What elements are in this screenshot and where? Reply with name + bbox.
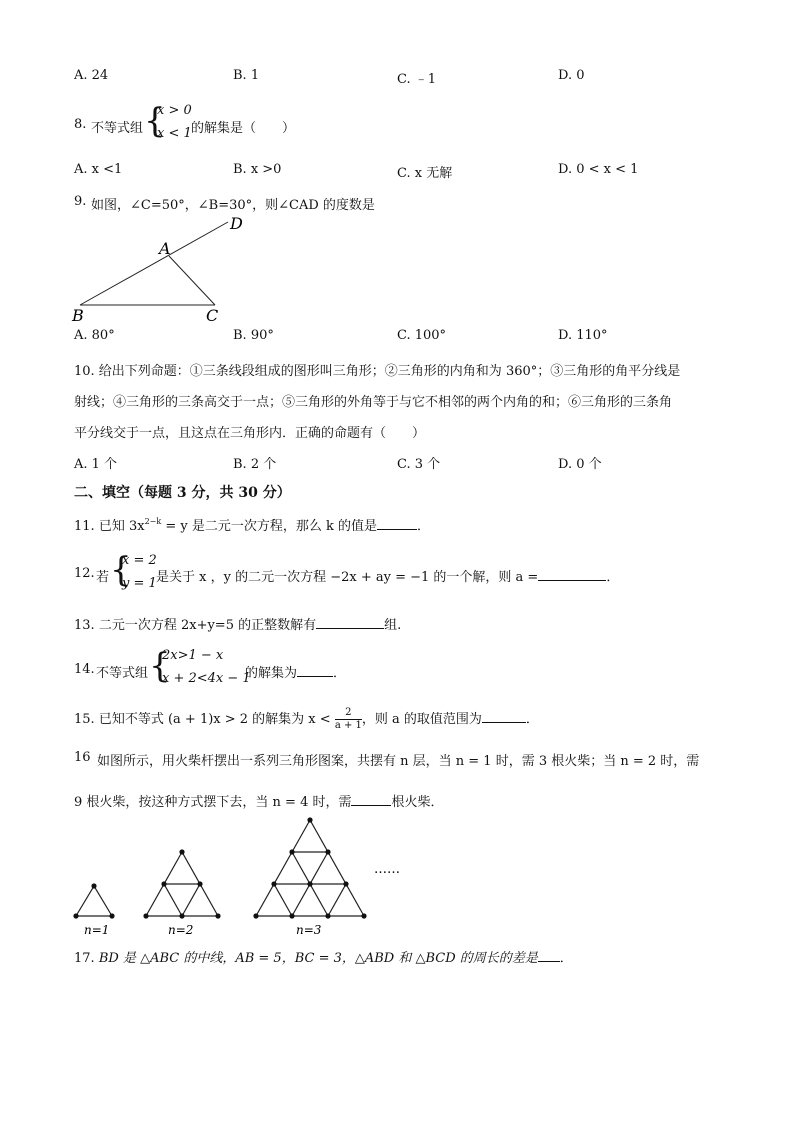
q12-condition-2: y = 1 <box>122 576 157 591</box>
q16-text-b: 根火柴． <box>391 795 444 810</box>
label-c: C <box>206 306 219 325</box>
q16-matchstick-figure <box>60 810 420 938</box>
q11-answer-blank[interactable] <box>377 529 417 530</box>
label-d: D <box>230 214 243 233</box>
label-b: B <box>72 306 84 325</box>
q17-number: 17. <box>74 951 95 966</box>
q14-brace: { <box>149 646 171 686</box>
section-heading: 二、填空（每题 3 分，共 30 分） <box>74 485 291 501</box>
q15-answer-blank[interactable] <box>482 722 526 723</box>
line-bd <box>80 222 228 305</box>
q15-text-a: 已知不等式 (a + 1)x > 2 的解集为 x < <box>98 712 331 727</box>
q9-option-b: B. 90° <box>233 328 274 343</box>
caption-n3: n=3 <box>296 923 322 937</box>
q9-triangle-figure <box>70 210 250 326</box>
q12-end: ． <box>606 570 620 585</box>
q13-text: 二元一次方程 2x+y=5 的正整数解有 <box>98 618 317 633</box>
q10-line-3: 平分线交于一点，且这点在三角形内．正确的命题有（ ） <box>74 426 426 441</box>
q12-answer-blank[interactable] <box>538 580 606 581</box>
q9-text: 如图，∠C=50°，∠B=30°，则∠CAD 的度数是 <box>91 198 375 213</box>
q9-number: 9. <box>74 194 87 209</box>
triangle-n1-dots <box>73 883 114 918</box>
q12-text-line <box>156 566 619 585</box>
q16-line-2 <box>74 791 444 810</box>
q11-line <box>74 515 430 534</box>
triangle-n1 <box>76 886 112 916</box>
q14-prefix: 不等式组 <box>96 666 149 681</box>
q8-option-b: B. x >0 <box>233 162 282 177</box>
q7-option-c: C. ﹣1 <box>397 72 437 87</box>
q15-fraction <box>335 707 362 732</box>
q14-text: 的解集为 <box>245 666 298 681</box>
q13-line <box>74 614 401 633</box>
triangle-n3-dots <box>253 817 366 918</box>
ellipsis: …… <box>374 862 400 877</box>
triangle-n3 <box>256 820 364 916</box>
q15-line <box>74 707 539 732</box>
q11-end: ． <box>417 519 431 534</box>
q14-condition-1: 2x>1 − x <box>162 648 224 663</box>
q8-option-c: C. x 无解 <box>397 166 453 181</box>
q14-condition-2: x + 2<4x − 1 <box>162 671 251 686</box>
q12-condition-1: x = 2 <box>122 553 157 568</box>
q8-option-d: D. 0 < x < 1 <box>558 162 639 177</box>
q11-text-a: 已知 3x <box>98 519 145 534</box>
q9-option-c: C. 100° <box>397 328 447 343</box>
q15-fraction-denominator: a + 1 <box>334 720 362 731</box>
q7-option-a: A. 24 <box>74 68 109 83</box>
q11-exponent: 2−k <box>144 517 162 526</box>
q8-condition-2: x < 1 <box>157 126 192 141</box>
q7-option-b: B. 1 <box>233 68 260 83</box>
q15-number: 15. <box>74 712 95 727</box>
q13-end: 组. <box>384 618 402 633</box>
caption-n1: n=1 <box>84 923 110 937</box>
line-ac <box>169 256 215 305</box>
q15-fraction-numerator: 2 <box>335 707 362 720</box>
q9-option-a: A. 80° <box>74 328 115 343</box>
q10-line-2: 射线；④三角形的三条高交于一点；⑤三角形的外角等于与它不相邻的两个内角的和；⑥三角形的三条角 <box>74 395 673 410</box>
q16-line-1: 如图所示，用火柴杆摆出一系列三角形图案，共摆有 n 层，当 n = 1 时，需 3 根火柴；当 n = 2 时，需 <box>97 754 700 769</box>
q7-option-d: D. 0 <box>558 68 585 83</box>
q17-text: BD 是 △ABC 的中线，AB = 5，BC = 3，△ABD 和 △BCD 的周长的差是 <box>98 951 538 966</box>
q8-brace: { <box>144 101 166 141</box>
q9-option-d: D. 110° <box>558 328 608 343</box>
q14-answer-blank[interactable] <box>297 676 333 677</box>
q16-answer-blank[interactable] <box>351 805 391 806</box>
q17-answer-blank[interactable] <box>538 961 560 962</box>
q17-line <box>74 947 573 966</box>
q14-number: 14. <box>74 662 95 677</box>
q10-option-b: B. 2 个 <box>233 457 277 472</box>
q10-line-1: 10. 给出下列命题：①三条线段组成的图形叫三角形；②三角形的内角和为 360°；③三角形的角平分线是 <box>74 364 681 379</box>
q15-end: ． <box>525 712 539 727</box>
q16-number: 16 <box>74 750 91 765</box>
q12-brace: { <box>110 550 132 590</box>
q11-number: 11. <box>74 519 95 534</box>
triangle-n2 <box>146 852 218 916</box>
q10-option-c: C. 3 个 <box>397 457 441 472</box>
q12-text: 是关于 x ，y 的二元一次方程 −2x + ay = −1 的一个解，则 a = <box>156 570 539 585</box>
q15-text-b: ，则 a 的取值范围为 <box>361 712 482 727</box>
q11-text-b: = y 是二元一次方程，那么 k 的值是 <box>161 519 377 534</box>
q8-number: 8. <box>74 117 87 132</box>
q12-prefix: 若 <box>96 570 110 585</box>
q8-condition-1: x > 0 <box>157 103 192 118</box>
q8-suffix: 的解集是（ ） <box>191 121 296 136</box>
label-a: A <box>159 239 171 258</box>
caption-n2: n=2 <box>168 923 194 937</box>
q17-end: ． <box>559 951 573 966</box>
q13-number: 13. <box>74 618 95 633</box>
q12-number: 12. <box>74 566 95 581</box>
q8-prefix: 不等式组 <box>91 121 144 136</box>
q14-text-line <box>245 662 346 681</box>
q13-answer-blank[interactable] <box>316 628 384 629</box>
q8-option-a: A. x <1 <box>74 162 123 177</box>
q14-end: ． <box>333 666 347 681</box>
q10-option-d: D. 0 个 <box>558 457 602 472</box>
q10-option-a: A. 1 个 <box>74 457 118 472</box>
q16-text-a: 9 根火柴，按这种方式摆下去，当 n = 4 时，需 <box>74 795 352 810</box>
